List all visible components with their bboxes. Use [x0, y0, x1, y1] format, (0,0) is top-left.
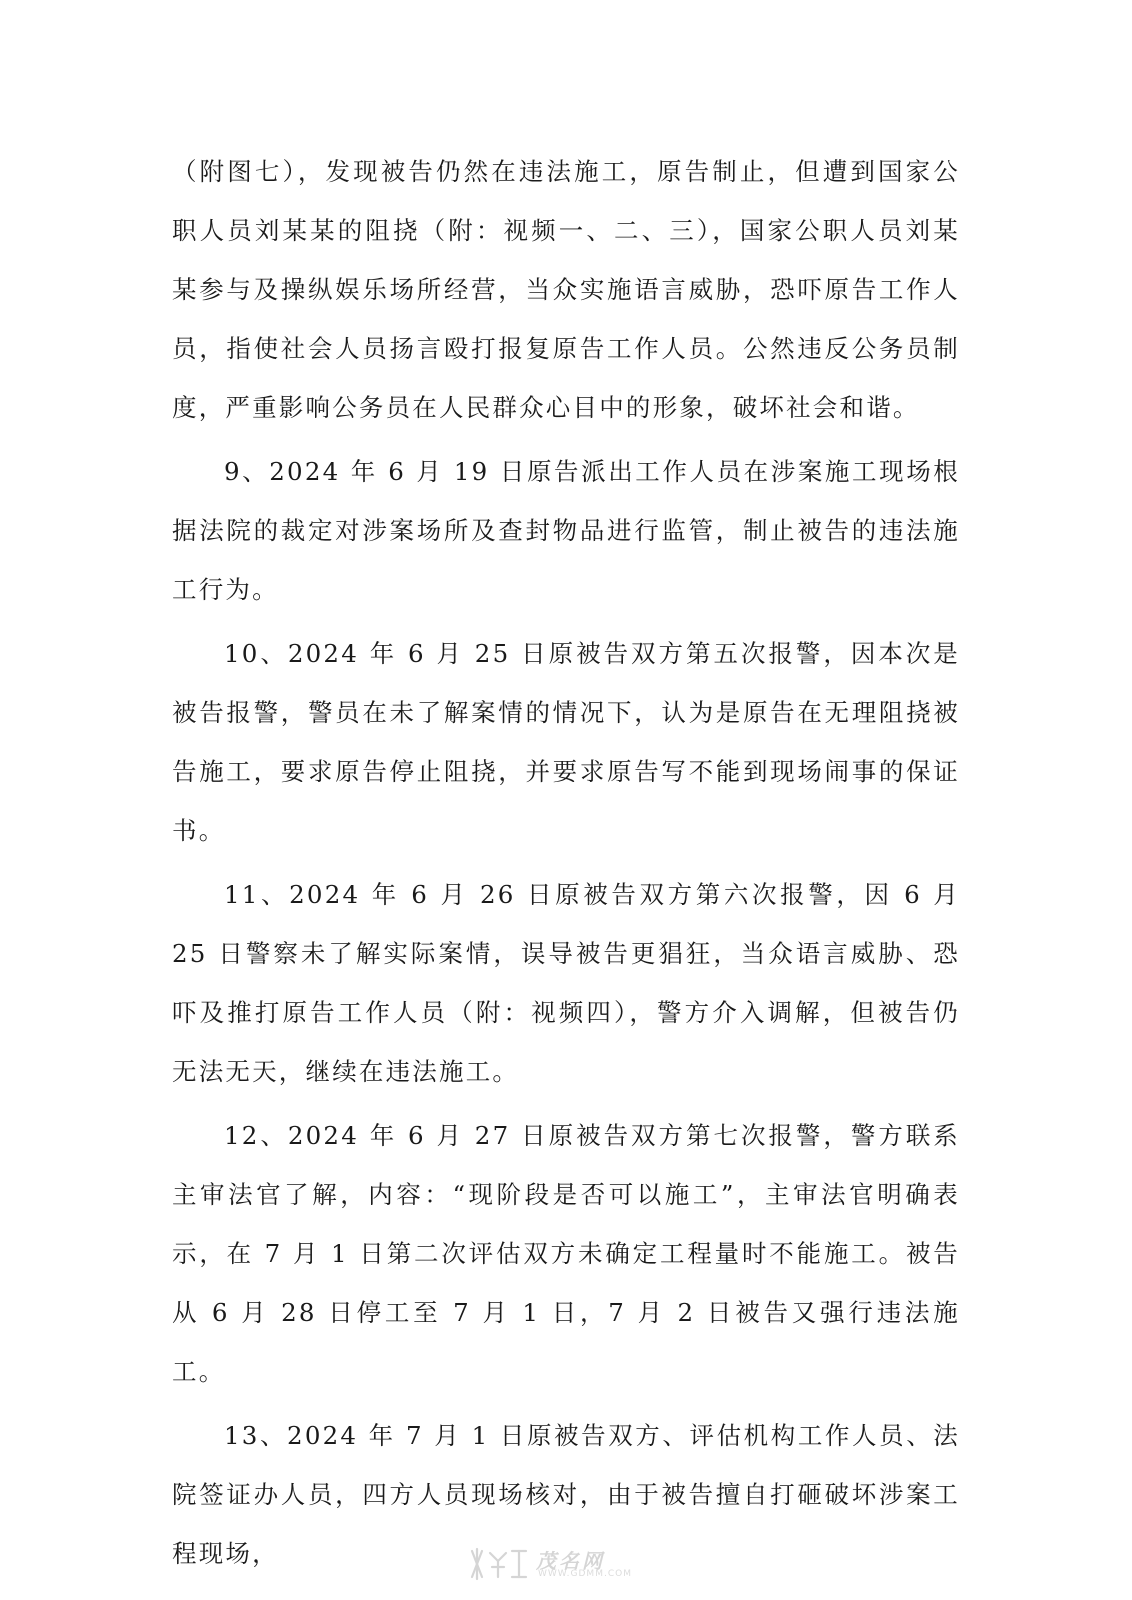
paragraph-item-13: 13、2024 年 7 月 1 日原被告双方、评估机构工作人员、法院签证办人员，四方人员现场核对，由于被告擅自打砸破坏涉案工程现场， [172, 1421, 960, 1568]
watermark [468, 1545, 658, 1585]
paragraph-item-12: 12、2024 年 6 月 27 日原被告双方第七次报警，警方联系主审法官了解，内容：“现阶段是否可以施工”，主审法官明确表示，在 7 月 1 日第二次评估双方未确定工程量时不能施工。被告从 6 月 28 日停工至 7 月 1 日，7 月 2 日被告又强行违法施工。 [172, 1121, 960, 1386]
paragraph-item-9: 9、2024 年 6 月 19 日原告派出工作人员在涉案施工现场根据法院的裁定对涉案场所及查封物品进行监管，制止被告的违法施工行为。 [172, 457, 960, 604]
paragraph-item-11: 11、2024 年 6 月 26 日原被告双方第六次报警，因 6 月 25 日警察未了解实际案情，误导被告更猖狂，当众语言威胁、恐吓及推打原告工作人员（附：视频四），警方介入调解，但被告仍无法无天，继续在违法施工。 [172, 880, 960, 1086]
watermark-url: WWW.GDMM.COM [538, 1569, 632, 1579]
document-body [172, 142, 960, 1583]
watermark-logo-icon [468, 1547, 530, 1581]
paragraph-item-10: 10、2024 年 6 月 25 日原被告双方第五次报警，因本次是被告报警，警员在未了解案情的情况下，认为是原告在无理阻挠被告施工，要求原告停止阻挠，并要求原告写不能到现场闹事的保证书。 [172, 639, 960, 845]
watermark-title: 茂名网 [536, 1549, 605, 1573]
paragraph-continuation: （附图七），发现被告仍然在违法施工，原告制止，但遭到国家公职人员刘某某的阻挠（附：视频一、二、三），国家公职人员刘某某参与及操纵娱乐场所经营，当众实施语言威胁，恐吓原告工作人员，指使社会人员扬言殴打报复原告工作人员。公然违反公务员制度，严重影响公务员在人民群众心目中的形象，破坏社会和谐。 [172, 157, 960, 422]
